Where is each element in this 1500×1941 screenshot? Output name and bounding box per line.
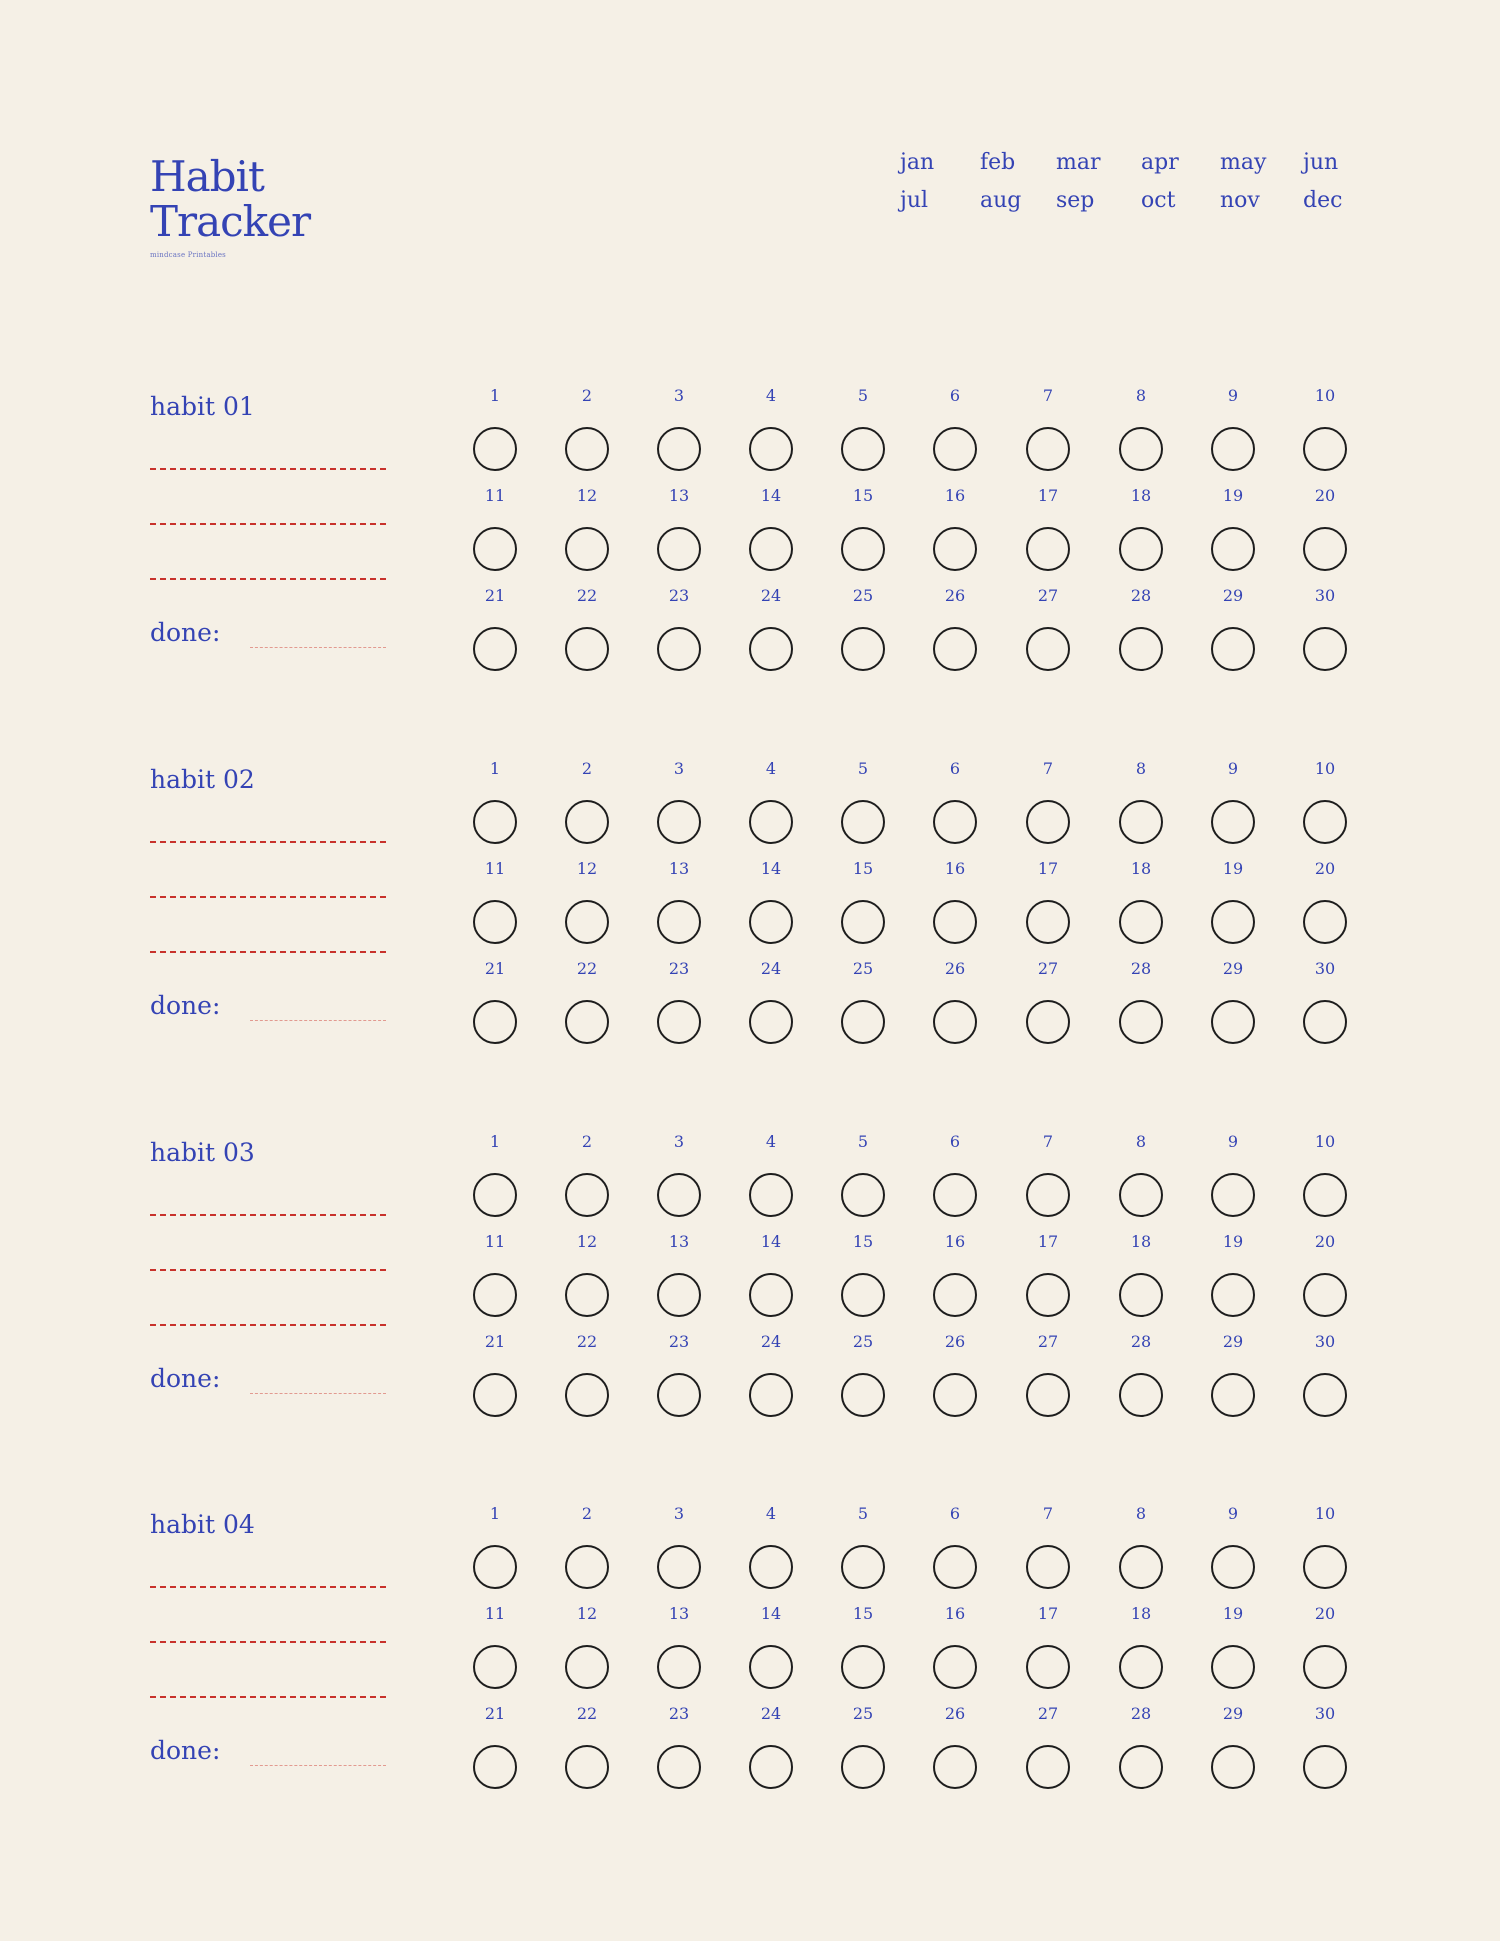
day-number: 5 xyxy=(857,1132,869,1151)
day-number: 4 xyxy=(765,1132,777,1151)
day-checkbox[interactable] xyxy=(933,527,977,571)
day-checkbox[interactable] xyxy=(1303,1273,1347,1317)
day-checkbox[interactable] xyxy=(1119,1745,1163,1789)
day-number: 24 xyxy=(760,1704,782,1723)
day-number: 7 xyxy=(1042,1132,1054,1151)
day-checkbox[interactable] xyxy=(749,627,793,671)
day-checkbox[interactable] xyxy=(473,1273,517,1317)
day-number: 21 xyxy=(484,1332,506,1351)
day-checkbox[interactable] xyxy=(657,1745,701,1789)
day-checkbox[interactable] xyxy=(565,900,609,944)
day-checkbox[interactable] xyxy=(749,800,793,844)
day-number: 8 xyxy=(1135,386,1147,405)
day-number: 12 xyxy=(576,486,598,505)
day-number: 28 xyxy=(1130,1704,1152,1723)
day-checkbox[interactable] xyxy=(933,800,977,844)
day-checkbox[interactable] xyxy=(1026,427,1070,471)
day-number: 5 xyxy=(857,759,869,778)
day-number: 9 xyxy=(1227,759,1239,778)
day-number: 22 xyxy=(576,1332,598,1351)
day-checkbox[interactable] xyxy=(749,1173,793,1217)
day-number: 7 xyxy=(1042,759,1054,778)
day-number: 25 xyxy=(852,1332,874,1351)
day-checkbox[interactable] xyxy=(473,1000,517,1044)
day-number: 18 xyxy=(1130,486,1152,505)
day-number: 3 xyxy=(673,386,685,405)
day-checkbox[interactable] xyxy=(1211,1000,1255,1044)
day-number: 2 xyxy=(581,386,593,405)
title-line-1: Habit xyxy=(150,152,264,201)
day-checkbox[interactable] xyxy=(841,627,885,671)
day-checkbox[interactable] xyxy=(1026,1545,1070,1589)
day-checkbox[interactable] xyxy=(1303,1745,1347,1789)
day-checkbox[interactable] xyxy=(657,527,701,571)
day-checkbox[interactable] xyxy=(565,527,609,571)
day-checkbox[interactable] xyxy=(565,1745,609,1789)
day-number: 11 xyxy=(484,1232,506,1251)
day-number: 24 xyxy=(760,959,782,978)
day-checkbox[interactable] xyxy=(841,1000,885,1044)
day-number: 8 xyxy=(1135,1132,1147,1151)
day-number: 6 xyxy=(949,1132,961,1151)
day-checkbox[interactable] xyxy=(749,427,793,471)
day-checkbox[interactable] xyxy=(473,427,517,471)
day-checkbox[interactable] xyxy=(1303,627,1347,671)
day-number: 11 xyxy=(484,1604,506,1623)
day-number: 15 xyxy=(852,1232,874,1251)
day-checkbox[interactable] xyxy=(565,627,609,671)
day-number: 2 xyxy=(581,1504,593,1523)
day-number: 16 xyxy=(944,859,966,878)
day-number: 26 xyxy=(944,586,966,605)
day-checkbox[interactable] xyxy=(1303,1173,1347,1217)
habit-write-line[interactable] xyxy=(150,896,386,898)
day-number: 11 xyxy=(484,859,506,878)
day-checkbox[interactable] xyxy=(1119,1173,1163,1217)
day-checkbox[interactable] xyxy=(841,1273,885,1317)
day-checkbox[interactable] xyxy=(933,427,977,471)
day-number: 20 xyxy=(1314,859,1336,878)
day-checkbox[interactable] xyxy=(841,427,885,471)
day-number: 26 xyxy=(944,1332,966,1351)
habit-write-line[interactable] xyxy=(150,1324,386,1326)
day-checkbox[interactable] xyxy=(1026,1645,1070,1689)
month-jan[interactable]: jan xyxy=(900,150,935,175)
day-checkbox[interactable] xyxy=(473,527,517,571)
month-sep[interactable]: sep xyxy=(1056,188,1095,213)
done-label: done: xyxy=(150,991,221,1020)
day-checkbox[interactable] xyxy=(1211,800,1255,844)
day-number: 26 xyxy=(944,959,966,978)
day-checkbox[interactable] xyxy=(1026,1373,1070,1417)
day-number: 24 xyxy=(760,586,782,605)
day-checkbox[interactable] xyxy=(749,1000,793,1044)
day-checkbox[interactable] xyxy=(1211,1273,1255,1317)
day-number: 23 xyxy=(668,1332,690,1351)
habit-write-line[interactable] xyxy=(150,951,386,953)
done-write-line[interactable] xyxy=(250,1765,386,1766)
day-checkbox[interactable] xyxy=(1211,427,1255,471)
done-write-line[interactable] xyxy=(250,1020,386,1021)
day-checkbox[interactable] xyxy=(565,1273,609,1317)
day-checkbox[interactable] xyxy=(1026,800,1070,844)
day-checkbox[interactable] xyxy=(473,627,517,671)
day-checkbox[interactable] xyxy=(565,1000,609,1044)
day-checkbox[interactable] xyxy=(1303,1373,1347,1417)
day-checkbox[interactable] xyxy=(1026,1745,1070,1789)
done-label: done: xyxy=(150,1736,221,1765)
day-checkbox[interactable] xyxy=(1026,900,1070,944)
month-may[interactable]: may xyxy=(1220,150,1267,175)
done-label: done: xyxy=(150,1364,221,1393)
day-number: 15 xyxy=(852,1604,874,1623)
day-checkbox[interactable] xyxy=(1303,1645,1347,1689)
day-number: 13 xyxy=(668,1232,690,1251)
day-number: 16 xyxy=(944,486,966,505)
day-number: 27 xyxy=(1037,1704,1059,1723)
day-checkbox[interactable] xyxy=(473,900,517,944)
day-number: 6 xyxy=(949,386,961,405)
day-checkbox[interactable] xyxy=(565,1545,609,1589)
day-checkbox[interactable] xyxy=(841,1545,885,1589)
day-number: 8 xyxy=(1135,1504,1147,1523)
day-checkbox[interactable] xyxy=(657,1273,701,1317)
day-number: 8 xyxy=(1135,759,1147,778)
day-number: 27 xyxy=(1037,1332,1059,1351)
title-line-2: Tracker xyxy=(150,197,311,246)
day-number: 18 xyxy=(1130,1232,1152,1251)
day-number: 17 xyxy=(1037,859,1059,878)
done-write-line[interactable] xyxy=(250,1393,386,1394)
day-checkbox[interactable] xyxy=(933,1000,977,1044)
day-number: 3 xyxy=(673,1504,685,1523)
day-checkbox[interactable] xyxy=(1119,900,1163,944)
day-checkbox[interactable] xyxy=(749,1745,793,1789)
habit-write-line[interactable] xyxy=(150,1269,386,1271)
day-number: 19 xyxy=(1222,859,1244,878)
habit-label: habit 01 xyxy=(150,392,255,421)
day-checkbox[interactable] xyxy=(933,1373,977,1417)
habit-write-line[interactable] xyxy=(150,578,386,580)
day-checkbox[interactable] xyxy=(657,1373,701,1417)
day-number: 16 xyxy=(944,1232,966,1251)
day-number: 29 xyxy=(1222,1704,1244,1723)
day-checkbox[interactable] xyxy=(565,1173,609,1217)
day-checkbox[interactable] xyxy=(1303,1545,1347,1589)
habit-write-line[interactable] xyxy=(150,1586,386,1588)
day-number: 10 xyxy=(1314,386,1336,405)
day-number: 27 xyxy=(1037,586,1059,605)
day-number: 9 xyxy=(1227,1504,1239,1523)
habit-write-line[interactable] xyxy=(150,1641,386,1643)
day-number: 3 xyxy=(673,1132,685,1151)
day-number: 22 xyxy=(576,959,598,978)
day-checkbox[interactable] xyxy=(657,1000,701,1044)
day-checkbox[interactable] xyxy=(1026,527,1070,571)
day-checkbox[interactable] xyxy=(1303,1000,1347,1044)
day-checkbox[interactable] xyxy=(565,427,609,471)
day-number: 4 xyxy=(765,1504,777,1523)
day-checkbox[interactable] xyxy=(1026,1000,1070,1044)
done-label: done: xyxy=(150,618,221,647)
month-apr[interactable]: apr xyxy=(1141,150,1179,175)
day-checkbox[interactable] xyxy=(933,627,977,671)
day-checkbox[interactable] xyxy=(657,427,701,471)
day-checkbox[interactable] xyxy=(1026,1273,1070,1317)
day-checkbox[interactable] xyxy=(1303,800,1347,844)
day-checkbox[interactable] xyxy=(473,800,517,844)
day-checkbox[interactable] xyxy=(749,527,793,571)
day-number: 19 xyxy=(1222,486,1244,505)
page-title xyxy=(150,154,310,244)
day-checkbox[interactable] xyxy=(1119,800,1163,844)
day-checkbox[interactable] xyxy=(841,900,885,944)
day-number: 11 xyxy=(484,486,506,505)
day-number: 22 xyxy=(576,1704,598,1723)
day-number: 9 xyxy=(1227,386,1239,405)
day-number: 25 xyxy=(852,1704,874,1723)
day-checkbox[interactable] xyxy=(933,1545,977,1589)
day-number: 12 xyxy=(576,1604,598,1623)
day-checkbox[interactable] xyxy=(1211,1545,1255,1589)
day-number: 10 xyxy=(1314,759,1336,778)
day-checkbox[interactable] xyxy=(1211,1373,1255,1417)
day-number: 21 xyxy=(484,1704,506,1723)
day-checkbox[interactable] xyxy=(657,1545,701,1589)
day-number: 30 xyxy=(1314,1704,1336,1723)
day-checkbox[interactable] xyxy=(933,1645,977,1689)
month-mar[interactable]: mar xyxy=(1056,150,1101,175)
done-write-line[interactable] xyxy=(250,647,386,648)
day-checkbox[interactable] xyxy=(749,1545,793,1589)
day-number: 1 xyxy=(489,386,501,405)
day-number: 17 xyxy=(1037,1604,1059,1623)
day-number: 19 xyxy=(1222,1232,1244,1251)
day-number: 13 xyxy=(668,1604,690,1623)
day-number: 23 xyxy=(668,1704,690,1723)
day-checkbox[interactable] xyxy=(473,1173,517,1217)
day-checkbox[interactable] xyxy=(1211,627,1255,671)
month-aug[interactable]: aug xyxy=(980,188,1022,213)
day-checkbox[interactable] xyxy=(473,1373,517,1417)
day-number: 15 xyxy=(852,859,874,878)
day-checkbox[interactable] xyxy=(749,1373,793,1417)
day-checkbox[interactable] xyxy=(657,1645,701,1689)
habit-write-line[interactable] xyxy=(150,841,386,843)
day-checkbox[interactable] xyxy=(657,900,701,944)
day-checkbox[interactable] xyxy=(749,900,793,944)
day-number: 30 xyxy=(1314,959,1336,978)
day-number: 24 xyxy=(760,1332,782,1351)
day-checkbox[interactable] xyxy=(1119,627,1163,671)
day-number: 30 xyxy=(1314,1332,1336,1351)
day-number: 23 xyxy=(668,959,690,978)
day-number: 13 xyxy=(668,859,690,878)
day-checkbox[interactable] xyxy=(1211,1173,1255,1217)
habit-write-line[interactable] xyxy=(150,468,386,470)
day-number: 10 xyxy=(1314,1504,1336,1523)
day-number: 9 xyxy=(1227,1132,1239,1151)
habit-write-line[interactable] xyxy=(150,1696,386,1698)
day-checkbox[interactable] xyxy=(1026,1173,1070,1217)
month-jun[interactable]: jun xyxy=(1303,150,1339,175)
day-number: 17 xyxy=(1037,486,1059,505)
day-number: 5 xyxy=(857,386,869,405)
day-checkbox[interactable] xyxy=(1303,900,1347,944)
day-number: 25 xyxy=(852,586,874,605)
day-number: 2 xyxy=(581,1132,593,1151)
habit-write-line[interactable] xyxy=(150,523,386,525)
month-feb[interactable]: feb xyxy=(980,150,1016,175)
day-number: 28 xyxy=(1130,1332,1152,1351)
day-checkbox[interactable] xyxy=(1211,1645,1255,1689)
day-number: 6 xyxy=(949,759,961,778)
day-number: 15 xyxy=(852,486,874,505)
day-number: 17 xyxy=(1037,1232,1059,1251)
day-checkbox[interactable] xyxy=(1119,1373,1163,1417)
day-checkbox[interactable] xyxy=(1119,1645,1163,1689)
brand-credit: mindcase Printables xyxy=(150,251,226,259)
day-checkbox[interactable] xyxy=(1119,1000,1163,1044)
habit-label: habit 03 xyxy=(150,1138,255,1167)
day-checkbox[interactable] xyxy=(565,800,609,844)
day-checkbox[interactable] xyxy=(933,1745,977,1789)
day-number: 22 xyxy=(576,586,598,605)
day-number: 12 xyxy=(576,859,598,878)
month-jul[interactable]: jul xyxy=(900,188,929,213)
day-number: 5 xyxy=(857,1504,869,1523)
day-number: 14 xyxy=(760,1232,782,1251)
day-checkbox[interactable] xyxy=(1119,1273,1163,1317)
day-checkbox[interactable] xyxy=(1211,527,1255,571)
day-number: 16 xyxy=(944,1604,966,1623)
day-number: 30 xyxy=(1314,586,1336,605)
day-checkbox[interactable] xyxy=(1303,427,1347,471)
day-number: 6 xyxy=(949,1504,961,1523)
day-number: 4 xyxy=(765,386,777,405)
month-nov[interactable]: nov xyxy=(1220,188,1260,213)
day-checkbox[interactable] xyxy=(749,1645,793,1689)
day-checkbox[interactable] xyxy=(841,1645,885,1689)
day-number: 20 xyxy=(1314,1604,1336,1623)
habit-label: habit 02 xyxy=(150,765,255,794)
day-number: 7 xyxy=(1042,1504,1054,1523)
day-checkbox[interactable] xyxy=(841,800,885,844)
day-number: 29 xyxy=(1222,586,1244,605)
day-checkbox[interactable] xyxy=(1303,527,1347,571)
day-number: 13 xyxy=(668,486,690,505)
day-number: 28 xyxy=(1130,959,1152,978)
day-checkbox[interactable] xyxy=(933,1173,977,1217)
day-number: 29 xyxy=(1222,1332,1244,1351)
day-number: 23 xyxy=(668,586,690,605)
habit-write-line[interactable] xyxy=(150,1214,386,1216)
day-checkbox[interactable] xyxy=(473,1745,517,1789)
day-checkbox[interactable] xyxy=(1026,627,1070,671)
day-number: 21 xyxy=(484,586,506,605)
day-checkbox[interactable] xyxy=(841,527,885,571)
day-number: 19 xyxy=(1222,1604,1244,1623)
day-number: 12 xyxy=(576,1232,598,1251)
day-checkbox[interactable] xyxy=(565,1373,609,1417)
day-checkbox[interactable] xyxy=(657,627,701,671)
day-number: 1 xyxy=(489,1504,501,1523)
day-number: 3 xyxy=(673,759,685,778)
day-checkbox[interactable] xyxy=(749,1273,793,1317)
day-number: 7 xyxy=(1042,386,1054,405)
month-oct[interactable]: oct xyxy=(1141,188,1176,213)
day-number: 21 xyxy=(484,959,506,978)
day-checkbox[interactable] xyxy=(473,1545,517,1589)
day-number: 14 xyxy=(760,486,782,505)
day-checkbox[interactable] xyxy=(933,900,977,944)
day-number: 25 xyxy=(852,959,874,978)
day-number: 1 xyxy=(489,759,501,778)
day-number: 26 xyxy=(944,1704,966,1723)
day-number: 14 xyxy=(760,859,782,878)
day-checkbox[interactable] xyxy=(473,1645,517,1689)
day-checkbox[interactable] xyxy=(841,1173,885,1217)
day-checkbox[interactable] xyxy=(1211,900,1255,944)
day-checkbox[interactable] xyxy=(841,1373,885,1417)
day-number: 27 xyxy=(1037,959,1059,978)
day-number: 28 xyxy=(1130,586,1152,605)
day-checkbox[interactable] xyxy=(657,1173,701,1217)
day-checkbox[interactable] xyxy=(933,1273,977,1317)
day-number: 20 xyxy=(1314,486,1336,505)
day-number: 18 xyxy=(1130,859,1152,878)
habit-label: habit 04 xyxy=(150,1510,255,1539)
day-number: 20 xyxy=(1314,1232,1336,1251)
day-number: 2 xyxy=(581,759,593,778)
day-checkbox[interactable] xyxy=(565,1645,609,1689)
day-checkbox[interactable] xyxy=(1211,1745,1255,1789)
day-number: 1 xyxy=(489,1132,501,1151)
day-checkbox[interactable] xyxy=(841,1745,885,1789)
day-checkbox[interactable] xyxy=(1119,427,1163,471)
day-number: 14 xyxy=(760,1604,782,1623)
day-checkbox[interactable] xyxy=(1119,527,1163,571)
day-number: 18 xyxy=(1130,1604,1152,1623)
day-checkbox[interactable] xyxy=(657,800,701,844)
day-number: 10 xyxy=(1314,1132,1336,1151)
day-number: 29 xyxy=(1222,959,1244,978)
day-checkbox[interactable] xyxy=(1119,1545,1163,1589)
month-dec[interactable]: dec xyxy=(1303,188,1343,213)
day-number: 4 xyxy=(765,759,777,778)
